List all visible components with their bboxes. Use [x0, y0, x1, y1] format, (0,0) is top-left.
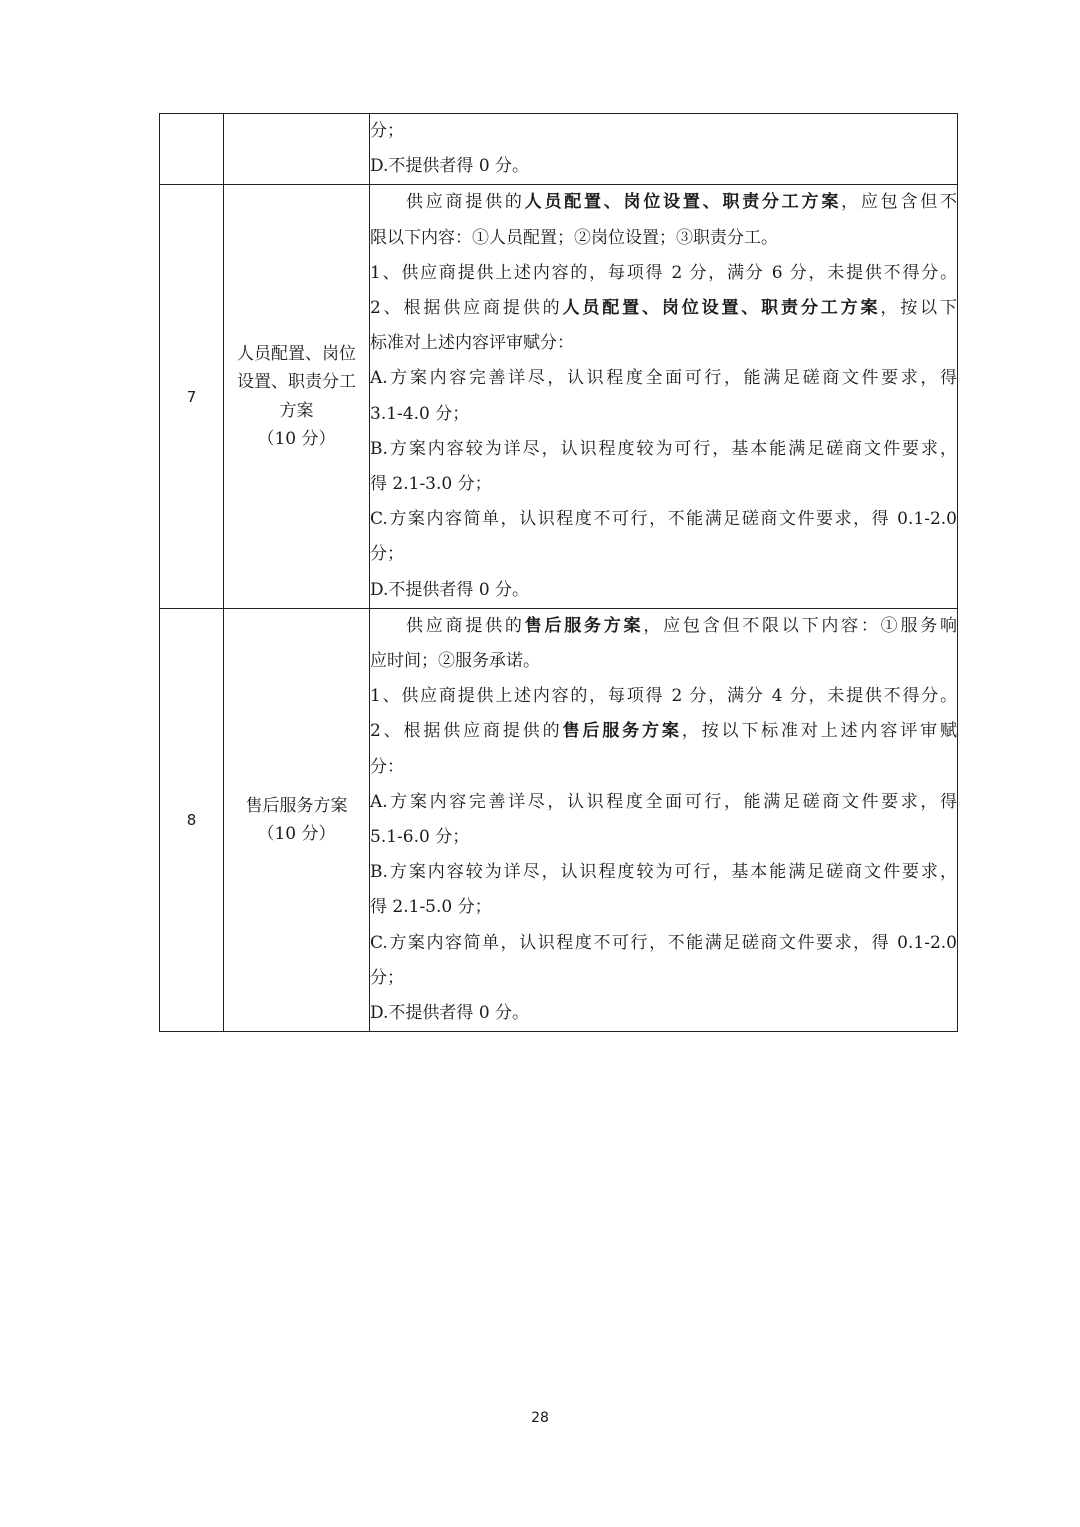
criteria-bold-text: 人员配置、岗位设置、职责分工方案	[524, 192, 842, 213]
page-number: 28	[531, 1410, 549, 1426]
criteria-cell	[370, 185, 958, 608]
grade-c-line: C.方案内容简单，认识程度不可行，不能满足磋商文件要求，得 0.1-2.0	[370, 509, 957, 530]
grade-d-line: D.不提供者得 0 分。	[370, 1003, 530, 1024]
criteria-cell	[370, 608, 958, 1031]
grade-a-range: 5.1-6.0 分；	[370, 827, 470, 848]
item-name-line: 方案	[279, 400, 314, 421]
criteria-text: 2、根据供应商提供的	[370, 298, 563, 319]
grade-c-line: C.方案内容简单，认识程度不可行，不能满足磋商文件要求，得 0.1-2.0	[370, 932, 957, 953]
criteria-bold-text: 售后服务方案	[562, 721, 682, 742]
criteria-line: 限以下内容：①人员配置；②岗位设置；③职责分工。	[370, 227, 778, 248]
grade-b-range: 得 2.1-3.0 分；	[370, 474, 492, 495]
criteria-bold-text: 人员配置、岗位设置、职责分工方案	[562, 298, 881, 319]
item-name-line: 售后服务方案	[245, 795, 348, 816]
criteria-line: 1、供应商提供上述内容的，每项得 2 分，满分 6 分，未提供不得分。	[370, 262, 957, 283]
item-name-line: 人员配置、岗位	[237, 343, 356, 364]
grade-d-line: D.不提供者得 0 分。	[370, 579, 530, 600]
criteria-line: 分；	[370, 121, 404, 141]
criteria-intro-line	[370, 609, 957, 644]
criteria-line: 应时间；②服务承诺。	[370, 651, 540, 672]
criteria-line	[370, 714, 957, 749]
criteria-line: 标准对上述内容评审赋分：	[370, 333, 574, 354]
grade-c-range: 分；	[370, 544, 404, 565]
criteria-text: ，按以下	[880, 298, 957, 319]
criteria-text: 2、根据供应商提供的	[370, 721, 563, 742]
criteria-cell	[370, 114, 958, 185]
grade-b-range: 得 2.1-5.0 分；	[370, 897, 492, 918]
item-name-cell	[224, 185, 370, 608]
row-number-cell-empty	[160, 114, 224, 185]
row-number: 7	[160, 185, 224, 608]
grade-c-range: 分；	[370, 967, 404, 988]
criteria-line: D.不提供者得 0 分。	[370, 156, 530, 177]
table-row-continued	[160, 114, 958, 185]
criteria-text: ，按以下标准对上述内容评审赋	[681, 721, 957, 742]
table-row-8	[160, 608, 958, 1031]
grade-b-line: B.方案内容较为详尽，认识程度较为可行，基本能满足磋商文件要求，	[370, 862, 957, 883]
item-score: （10 分）	[257, 429, 336, 450]
grade-a-range: 3.1-4.0 分；	[370, 403, 470, 424]
criteria-text: ，应包含但不限以下内容：①服务响	[643, 615, 957, 636]
criteria-line: 1、供应商提供上述内容的，每项得 2 分，满分 4 分，未提供不得分。	[370, 686, 957, 707]
criteria-text: 供应商提供的	[406, 615, 525, 636]
criteria-text: 供应商提供的	[406, 192, 525, 213]
grade-a-line: A.方案内容完善详尽，认识程度全面可行，能满足磋商文件要求，得	[370, 791, 957, 812]
item-name-line: 设置、职责分工	[237, 372, 356, 393]
row-number: 8	[160, 608, 224, 1031]
grade-a-line: A.方案内容完善详尽，认识程度全面可行，能满足磋商文件要求，得	[370, 368, 957, 389]
item-score: （10 分）	[257, 824, 336, 845]
criteria-line: 分：	[370, 756, 404, 777]
criteria-intro-line	[370, 185, 957, 220]
criteria-line	[370, 291, 957, 326]
item-cell-empty	[224, 114, 370, 185]
item-name-cell	[224, 608, 370, 1031]
criteria-bold-text: 售后服务方案	[524, 615, 644, 636]
scoring-table	[159, 113, 958, 1032]
table-row-7	[160, 185, 958, 608]
criteria-text: ，应包含但不	[841, 192, 957, 213]
grade-b-line: B.方案内容较为详尽，认识程度较为可行，基本能满足磋商文件要求，	[370, 438, 957, 459]
